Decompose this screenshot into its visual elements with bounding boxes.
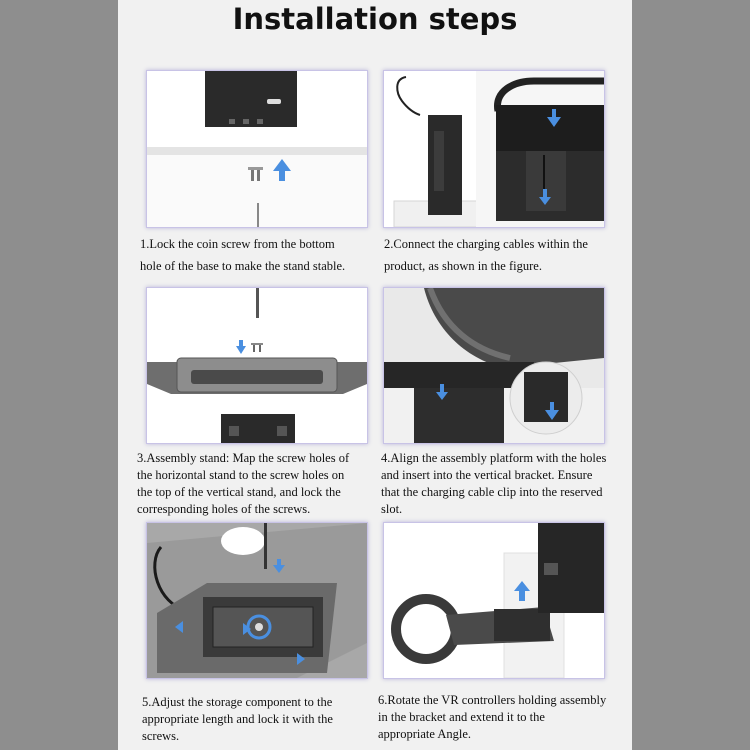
caption-line: 1.Lock the coin screw from the bottom [140,237,335,251]
screwdriver-icon [257,203,259,227]
caption-line: slot. [381,502,403,516]
caption-line: hole of the base to make the stand stable. [140,259,346,273]
step-4-figure [383,287,605,444]
step-2-caption [384,233,588,277]
step-2-figure [383,70,605,228]
caption-line: the horizontal stand to the screw holes on [137,468,345,482]
vertical-stand [428,115,462,215]
caption-line: the top of the vertical stand, and lock the [137,485,341,499]
caption-line: 2.Connect the charging cables within the [384,237,588,251]
step-6-figure [383,522,605,679]
caption-line: in the bracket and extend it to the [378,710,545,724]
stand-base-bottom [205,71,297,127]
caption-line: screws. [142,729,180,743]
step-3-figure [146,287,368,444]
step-1-caption [140,233,345,277]
product-closeup [496,105,604,151]
step-1-figure [146,70,368,228]
caption-line: corresponding holes of the screws. [137,502,311,516]
caption-line: appropriate length and lock it with the [142,712,333,726]
caption-line: 4.Align the assembly platform with the holes [381,451,607,465]
caption-line: 6.Rotate the VR controllers holding assembly [378,693,607,707]
caption-line: and insert into the vertical bracket. Ensure [381,468,593,482]
step-3-caption [137,450,349,518]
caption-line: appropriate Angle. [378,727,472,741]
step-4-caption [381,450,606,518]
caption-line: product, as shown in the figure. [384,259,542,273]
step-5-caption [142,694,333,745]
caption-line: 5.Adjust the storage component to the [142,695,333,709]
step-6-caption [378,692,606,743]
horizontal-stand [147,358,367,394]
caption-line: that the charging cable clip into the reserved [381,485,603,499]
page-title: Installation steps [232,2,518,36]
screwdriver-icon [264,523,267,569]
vertical-bracket [414,388,504,443]
caption-line: 3.Assembly stand: Map the screw holes of [137,451,350,465]
screwdriver-icon [256,288,259,318]
step-5-figure [146,522,368,679]
